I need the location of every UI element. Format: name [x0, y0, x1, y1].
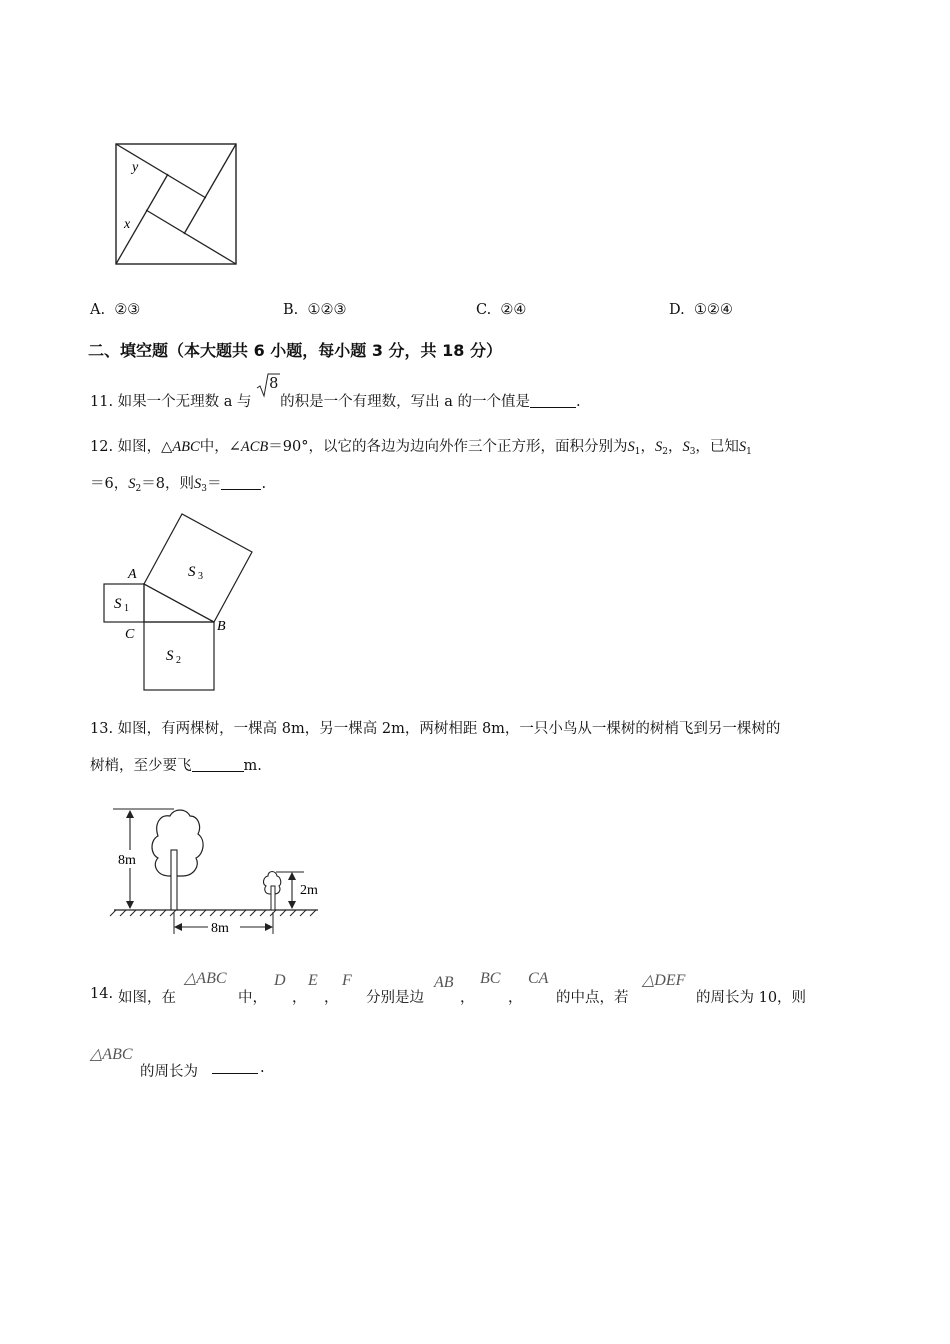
answer-blank-12[interactable]	[221, 476, 261, 490]
q11-text-2: 的积是一个有理数，写出 a 的一个值是	[280, 394, 531, 410]
sqrt-8	[256, 376, 280, 406]
answer-blank-11[interactable]	[530, 394, 576, 408]
svg-text:S: S	[166, 648, 174, 664]
question-14-line-2: △ABC 的周长为 .	[90, 1046, 265, 1080]
answer-blank-14[interactable]	[212, 1060, 258, 1074]
choice-a[interactable]: A. ②③	[90, 302, 141, 318]
height-label-small-tree: 2m	[300, 883, 318, 898]
svg-text:1: 1	[124, 603, 129, 614]
trees-figure	[108, 800, 326, 940]
sqrt-radicand: 8	[269, 376, 279, 392]
section-title: 二、填空题（本大题共 6 小题，每小题 3 分，共 18 分）	[88, 341, 502, 360]
height-label-big-tree: 8m	[118, 853, 136, 868]
label-x: x	[124, 217, 131, 232]
question-12-line-1: 12. 如图，△ABC中，∠ACB＝90°，以它的各边为边向外作三个正方形，面积分别为$S_1$，$S_2$，$S_3$，已知$S_1$	[90, 439, 752, 457]
choice-c[interactable]: C. ②④	[476, 302, 527, 318]
question-14: 14. 如图，在 △ABC 中， D ， E ， F 分别是边 AB ， BC ， CA 的中点，若 △DEF 的周长为 10，则	[90, 970, 807, 1006]
svg-text:B: B	[217, 619, 226, 634]
svg-text:S: S	[114, 596, 122, 612]
svg-text:C: C	[125, 627, 135, 642]
q11-text-1: 如果一个无理数 a 与	[117, 394, 252, 410]
q11-number: 11.	[90, 394, 114, 410]
question-13-line-1: 13. 如图，有两棵树，一棵高 8m，另一棵高 2m，两树相距 8m，一只小鸟从一棵树的树梢飞到另一棵树的	[90, 721, 781, 737]
triangle-squares-figure	[98, 510, 258, 696]
question-12-line-2: ＝6，$S_2=8$，则$S_3=$ .	[90, 476, 267, 494]
label-y: y	[132, 160, 139, 175]
svg-text:3: 3	[198, 571, 203, 582]
choice-b[interactable]: B. ①②③	[283, 302, 347, 318]
distance-label: 8m	[211, 921, 229, 936]
svg-text:2: 2	[176, 655, 181, 666]
answer-blank-13[interactable]	[192, 758, 244, 772]
svg-text:A: A	[128, 567, 137, 582]
choice-d[interactable]: D. ①②④	[669, 302, 733, 318]
question-13-line-2: 树梢，至少要飞 m.	[90, 758, 262, 774]
square-figure	[110, 138, 242, 270]
question-11: 11. 如果一个无理数 a 与 8 的积是一个有理数，写出 a 的一个值是 .	[90, 376, 581, 410]
svg-text:S: S	[188, 564, 196, 580]
